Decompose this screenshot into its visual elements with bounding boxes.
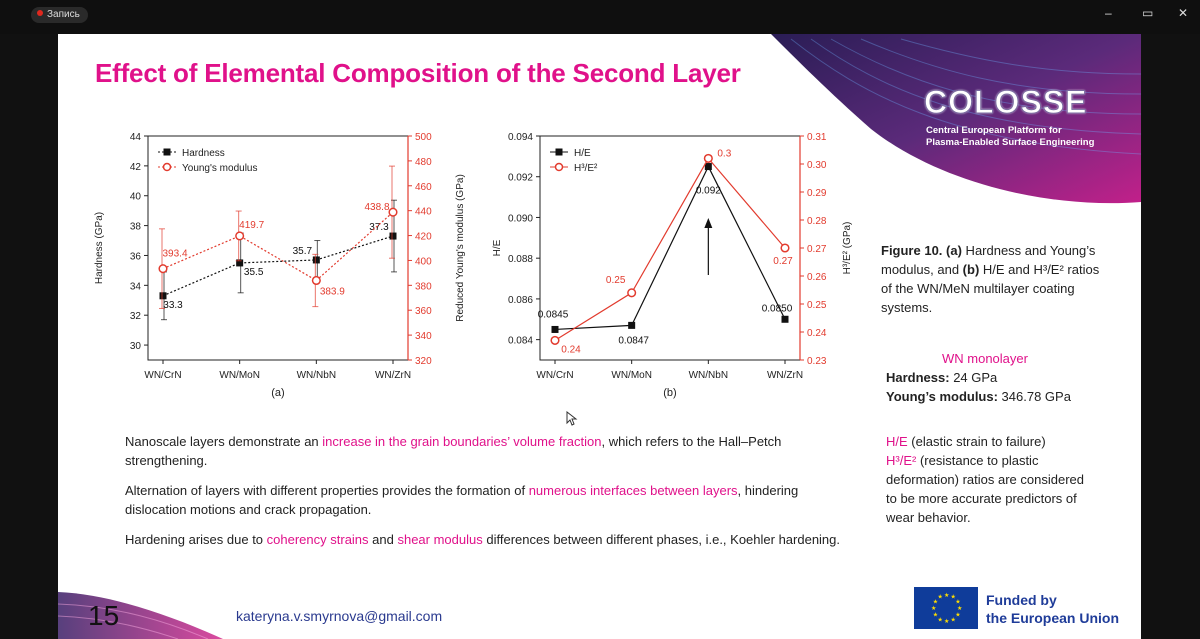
data-point: [781, 244, 789, 252]
eu-star-icon: ★: [944, 618, 950, 625]
monolayer-hardness: [886, 370, 997, 385]
eu-star-icon: ★: [957, 605, 963, 612]
data-label: 37.3: [369, 222, 389, 234]
annotation-arrowhead: [704, 218, 712, 228]
restore-icon[interactable]: ▭: [1142, 6, 1154, 20]
panel-label: (b): [663, 387, 677, 399]
data-point: [389, 208, 397, 216]
y2-tick-label: 480: [415, 156, 432, 168]
eu-star-icon: ★: [937, 616, 943, 624]
data-label: 0.3: [717, 148, 732, 160]
eu-star-icon: ★: [931, 605, 937, 612]
x-tick-label: WN/NbN: [296, 370, 337, 381]
data-point: [390, 233, 397, 240]
legend-label: H³/E²: [574, 163, 598, 174]
recording-indicator[interactable]: [31, 7, 88, 23]
y2-tick-label: 500: [415, 132, 432, 143]
funded-line2: the European Union: [986, 610, 1119, 626]
monolayer-title: WN monolayer: [942, 351, 1028, 366]
legend-marker: [556, 149, 563, 156]
legend-label: Young's modulus: [182, 163, 258, 174]
data-point: [705, 155, 713, 163]
mouse-cursor-icon: [566, 411, 578, 427]
y2-tick-label: 380: [415, 281, 432, 293]
recording-toolbar: [0, 0, 1200, 34]
y-axis-label: Hardness (GPa): [94, 211, 105, 285]
data-point: [313, 256, 320, 263]
data-point: [628, 322, 635, 329]
y2-tick-label: 0.30: [807, 160, 827, 171]
colosse-logo: COLOSSE: [924, 84, 1088, 120]
y2-tick-label: 360: [415, 306, 432, 318]
modulus-value: 346.78 GPa: [997, 389, 1071, 404]
minimize-icon[interactable]: –: [1105, 6, 1112, 20]
data-label: 0.27: [773, 256, 793, 267]
y2-tick-label: 400: [415, 256, 432, 268]
y-tick-label: 36: [129, 251, 141, 263]
y2-tick-label: 420: [415, 231, 432, 243]
funded-line1: Funded by: [986, 592, 1057, 608]
y-tick-label: 0.086: [507, 294, 533, 306]
eu-star-icon: ★: [955, 611, 961, 619]
colosse-subtitle-line2: Plasma-Enabled Surface Engineering: [926, 137, 1095, 148]
y2-tick-label: 320: [415, 356, 432, 367]
y-tick-label: 44: [129, 132, 141, 143]
figure-caption: [881, 241, 1111, 317]
he-term: H/E: [886, 434, 908, 449]
y-tick-label: 0.090: [507, 213, 533, 225]
x-tick-label: WN/ZrN: [374, 370, 412, 381]
monolayer-modulus: [886, 389, 1071, 404]
eu-star-icon: ★: [955, 598, 961, 606]
data-label: 419.7: [239, 219, 265, 231]
x-tick-label: WN/CrN: [536, 370, 574, 381]
y2-tick-label: 0.25: [807, 300, 827, 311]
caption-text2: H/E and H³/E² ratios of the WN/MeN multilayer coating systems.: [881, 262, 1100, 315]
y2-axis-label: H³/E² (GPa): [842, 221, 853, 275]
eu-flag-icon: [914, 587, 978, 629]
data-point: [160, 292, 167, 299]
record-dot-icon: [37, 10, 43, 16]
y2-tick-label: 0.23: [807, 356, 827, 367]
slide-title: Effect of Elemental Composition of the Second Layer: [95, 58, 741, 88]
data-label: 35.7: [292, 245, 313, 257]
eu-star-icon: ★: [950, 616, 956, 624]
y2-axis-label: Reduced Young's modulus (GPa): [455, 174, 466, 322]
paragraph-3: [125, 530, 845, 549]
caption-b: (b): [962, 262, 980, 277]
paragraph-3-mid: and: [368, 532, 398, 547]
paragraph-3-highlight1: coherency strains: [266, 532, 369, 547]
ratios-note: [886, 432, 1086, 527]
paragraph-1: [125, 432, 845, 470]
y-tick-label: 38: [129, 221, 141, 233]
data-label: 0.0845: [537, 309, 569, 321]
eu-funding-note: [986, 591, 1119, 627]
data-label: 35.5: [243, 266, 264, 278]
h3e2-text: (resistance to plastic deformation) ratios are considered to be more accurate predictors of wear behavior.: [886, 453, 1084, 525]
data-label: 0.092: [695, 185, 721, 197]
panel-label: (a): [271, 387, 285, 399]
author-email: kateryna.v.smyrnova@gmail.com: [236, 608, 443, 624]
caption-text1: Hardness and Young’s modulus, and: [881, 243, 1096, 277]
y2-tick-label: 440: [415, 206, 432, 218]
y2-tick-label: 0.29: [807, 188, 827, 199]
he-text: (elastic strain to failure): [907, 434, 1046, 449]
y-tick-label: 0.092: [507, 172, 533, 184]
data-label: 0.25: [605, 274, 626, 286]
y2-tick-label: 0.24: [807, 328, 827, 339]
eu-star-icon: ★: [932, 598, 939, 606]
footer-swoosh-graphic: [58, 574, 228, 639]
x-tick-label: WN/MoN: [219, 370, 260, 381]
y-tick-label: 42: [129, 161, 141, 173]
modulus-label: Young’s modulus:: [886, 389, 998, 404]
y2-tick-label: 0.26: [807, 272, 827, 283]
paragraph-1-post: , which refers to the Hall–Petch strengthening.: [125, 434, 782, 468]
paragraph-1-highlight: increase in the grain boundaries’ volume fraction: [322, 434, 602, 449]
y2-tick-label: 0.27: [807, 244, 827, 255]
y-tick-label: 34: [129, 281, 141, 293]
close-icon[interactable]: ✕: [1178, 6, 1189, 20]
legend-marker: [556, 164, 563, 171]
legend-label: H/E: [574, 148, 591, 159]
data-label: 0.24: [561, 344, 581, 356]
data-point: [782, 316, 789, 323]
x-tick-label: WN/CrN: [144, 370, 182, 381]
data-label: 383.9: [319, 286, 345, 298]
paragraph-1-pre: Nanoscale layers demonstrate an: [125, 434, 323, 449]
y-tick-label: 0.084: [507, 335, 533, 347]
h3e2-term: H³/E²: [886, 453, 917, 468]
paragraph-3-highlight2: shear modulus: [397, 532, 483, 547]
data-point: [236, 232, 244, 240]
page-number: 15: [88, 600, 120, 631]
recording-label: Запись: [47, 9, 80, 20]
caption-prefix: Figure 10.: [881, 243, 943, 258]
paragraph-3-pre: Hardening arises due to: [125, 532, 267, 547]
x-tick-label: WN/MoN: [611, 370, 652, 381]
colosse-subtitle-line1: Central European Platform for: [926, 125, 1062, 136]
data-label: 0.0847: [618, 335, 649, 347]
paragraph-2: [125, 481, 845, 519]
caption-a: (a): [946, 243, 962, 258]
colosse-subtitle: [926, 125, 1094, 149]
data-point: [313, 277, 321, 285]
eu-star-icon: ★: [932, 611, 939, 619]
y-tick-label: 32: [129, 311, 141, 323]
data-label: 393.4: [162, 248, 188, 260]
data-point: [552, 326, 559, 333]
y-tick-label: 40: [129, 191, 141, 203]
series-line-0: [555, 167, 785, 330]
hardness-modulus-chart: [78, 124, 478, 409]
paragraph-2-pre: Alternation of layers with different properties provides the formation of: [125, 483, 529, 498]
series-line-0: [163, 236, 393, 296]
x-tick-label: WN/NbN: [688, 370, 729, 381]
y-tick-label: 30: [129, 341, 141, 353]
eu-star-icon: ★: [937, 593, 943, 601]
ratio-chart: [470, 124, 870, 409]
y-axis-label: H/E: [492, 239, 503, 257]
eu-star-icon: ★: [944, 592, 950, 599]
y2-tick-label: 0.28: [807, 216, 827, 227]
data-label: 438.8: [364, 202, 390, 214]
eu-star-icon: ★: [950, 593, 956, 601]
data-point: [159, 265, 167, 273]
hardness-value: 24 GPa: [949, 370, 998, 385]
y2-tick-label: 460: [415, 181, 432, 193]
data-point: [551, 337, 559, 345]
legend-marker: [164, 164, 171, 171]
data-point: [705, 163, 712, 170]
paragraph-3-post: differences between different phases, i.e., Koehler hardening.: [482, 532, 841, 547]
legend-marker: [164, 149, 171, 156]
data-point: [628, 289, 636, 297]
y-tick-label: 0.094: [507, 132, 533, 143]
hardness-label: Hardness:: [886, 370, 950, 385]
y-tick-label: 0.088: [507, 254, 533, 266]
presentation-slide: [58, 34, 1141, 639]
x-tick-label: WN/ZrN: [766, 370, 804, 381]
y2-tick-label: 340: [415, 331, 432, 343]
paragraph-2-post: , hindering dislocation motions and crack propagation.: [125, 483, 799, 517]
paragraph-2-highlight: numerous interfaces between layers: [528, 483, 738, 498]
data-label: 0.0850: [761, 303, 793, 315]
data-label: 33.3: [163, 299, 183, 311]
legend-label: Hardness: [182, 148, 225, 159]
y2-tick-label: 0.31: [807, 132, 827, 143]
